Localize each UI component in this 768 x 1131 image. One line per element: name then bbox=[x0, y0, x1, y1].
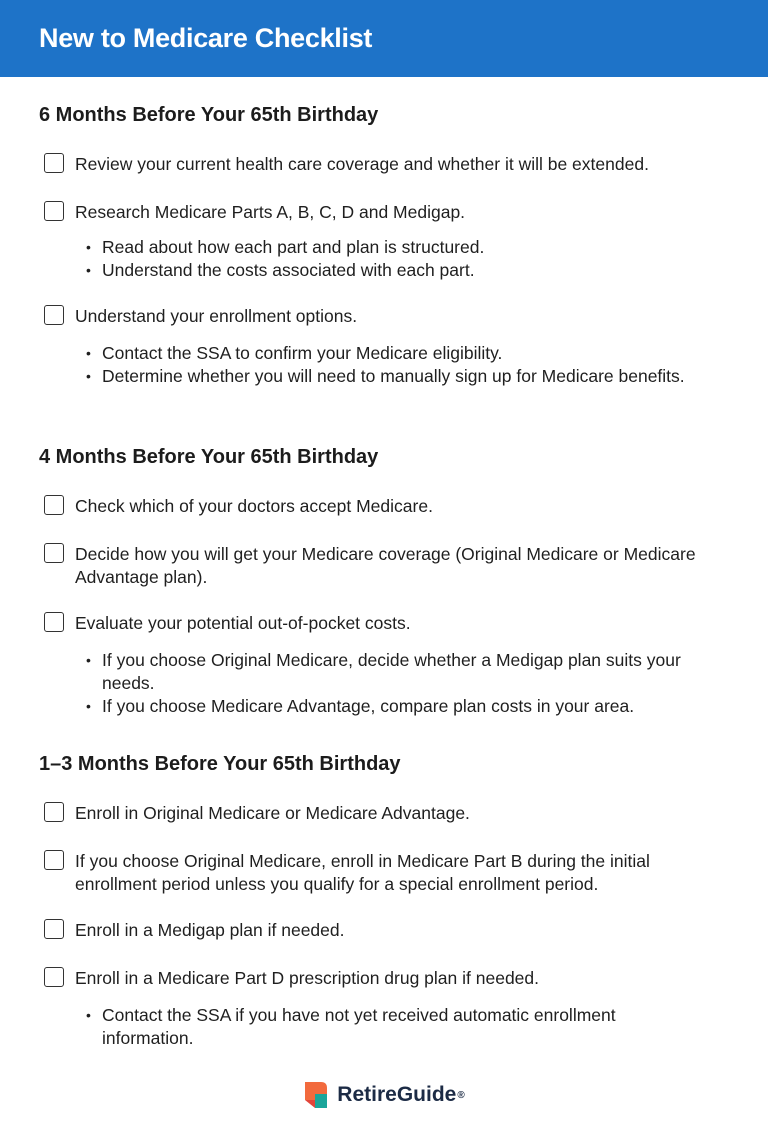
checklist-item-text: If you choose Original Medicare, enroll in Medicare Part B during the initial enrollment period unless you qualify for a special enrollment period. bbox=[75, 851, 650, 894]
checklist-item-text: Check which of your doctors accept Medicare. bbox=[75, 496, 433, 516]
bullet-item: • Understand the costs associated with each part. bbox=[84, 259, 694, 282]
checklist-item[interactable] bbox=[44, 850, 704, 896]
checklist-item[interactable] bbox=[44, 967, 704, 990]
checklist-item[interactable] bbox=[44, 305, 704, 328]
retireguide-logo-icon bbox=[303, 1080, 329, 1110]
section-title-6-months: 6 Months Before Your 65th Birthday bbox=[39, 104, 379, 126]
checklist-item-text: Enroll in Original Medicare or Medicare Advantage. bbox=[75, 803, 470, 823]
checklist-item[interactable] bbox=[44, 495, 704, 518]
checkbox[interactable] bbox=[44, 612, 64, 632]
checkbox[interactable] bbox=[44, 850, 64, 870]
section-title-4-months: 4 Months Before Your 65th Birthday bbox=[39, 446, 379, 468]
checkbox[interactable] bbox=[44, 543, 64, 563]
bullet-item: • If you choose Original Medicare, decide whether a Medigap plan suits your needs. bbox=[84, 649, 694, 695]
footer-logo bbox=[0, 1080, 768, 1110]
bullet-list bbox=[84, 236, 694, 282]
checkbox[interactable] bbox=[44, 802, 64, 822]
page-title: New to Medicare Checklist bbox=[39, 23, 373, 53]
bullet-item: • Contact the SSA if you have not yet received automatic enrollment information. bbox=[84, 1004, 694, 1050]
bullet-item: • Determine whether you will need to manually sign up for Medicare benefits. bbox=[84, 365, 694, 388]
checkbox[interactable] bbox=[44, 495, 64, 515]
bullet-list bbox=[84, 649, 694, 718]
checkbox[interactable] bbox=[44, 305, 64, 325]
brand-name: RetireGuide bbox=[337, 1083, 457, 1106]
checklist-item[interactable] bbox=[44, 612, 704, 635]
bullet-list bbox=[84, 342, 694, 388]
page-header bbox=[0, 0, 768, 77]
checklist-item[interactable] bbox=[44, 543, 704, 589]
checkbox[interactable] bbox=[44, 919, 64, 939]
checkbox[interactable] bbox=[44, 201, 64, 221]
bullet-item: • Read about how each part and plan is structured. bbox=[84, 236, 694, 259]
checklist-item-text: Enroll in a Medicare Part D prescription drug plan if needed. bbox=[75, 968, 539, 988]
checklist-item[interactable] bbox=[44, 153, 704, 176]
checklist-item-text: Decide how you will get your Medicare coverage (Original Medicare or Medicare Advantage plan). bbox=[75, 544, 696, 587]
checklist-item-text: Enroll in a Medigap plan if needed. bbox=[75, 920, 345, 940]
checklist-item-text: Research Medicare Parts A, B, C, D and Medigap. bbox=[75, 202, 466, 222]
checkbox[interactable] bbox=[44, 967, 64, 987]
checklist-item[interactable] bbox=[44, 802, 704, 825]
bullet-item: • Contact the SSA to confirm your Medicare eligibility. bbox=[84, 342, 694, 365]
bullet-item: • If you choose Medicare Advantage, compare plan costs in your area. bbox=[84, 695, 694, 718]
checklist-item-text: Understand your enrollment options. bbox=[75, 306, 358, 326]
checkbox[interactable] bbox=[44, 153, 64, 173]
registered-mark: ® bbox=[457, 1089, 465, 1101]
checklist-item-text: Review your current health care coverage and whether it will be extended. bbox=[75, 154, 649, 174]
bullet-list bbox=[84, 1004, 694, 1050]
checklist-item[interactable] bbox=[44, 201, 704, 224]
checklist-item[interactable] bbox=[44, 919, 704, 942]
section-title-1-3-months: 1–3 Months Before Your 65th Birthday bbox=[39, 753, 401, 775]
checklist-item-text: Evaluate your potential out-of-pocket costs. bbox=[75, 613, 411, 633]
